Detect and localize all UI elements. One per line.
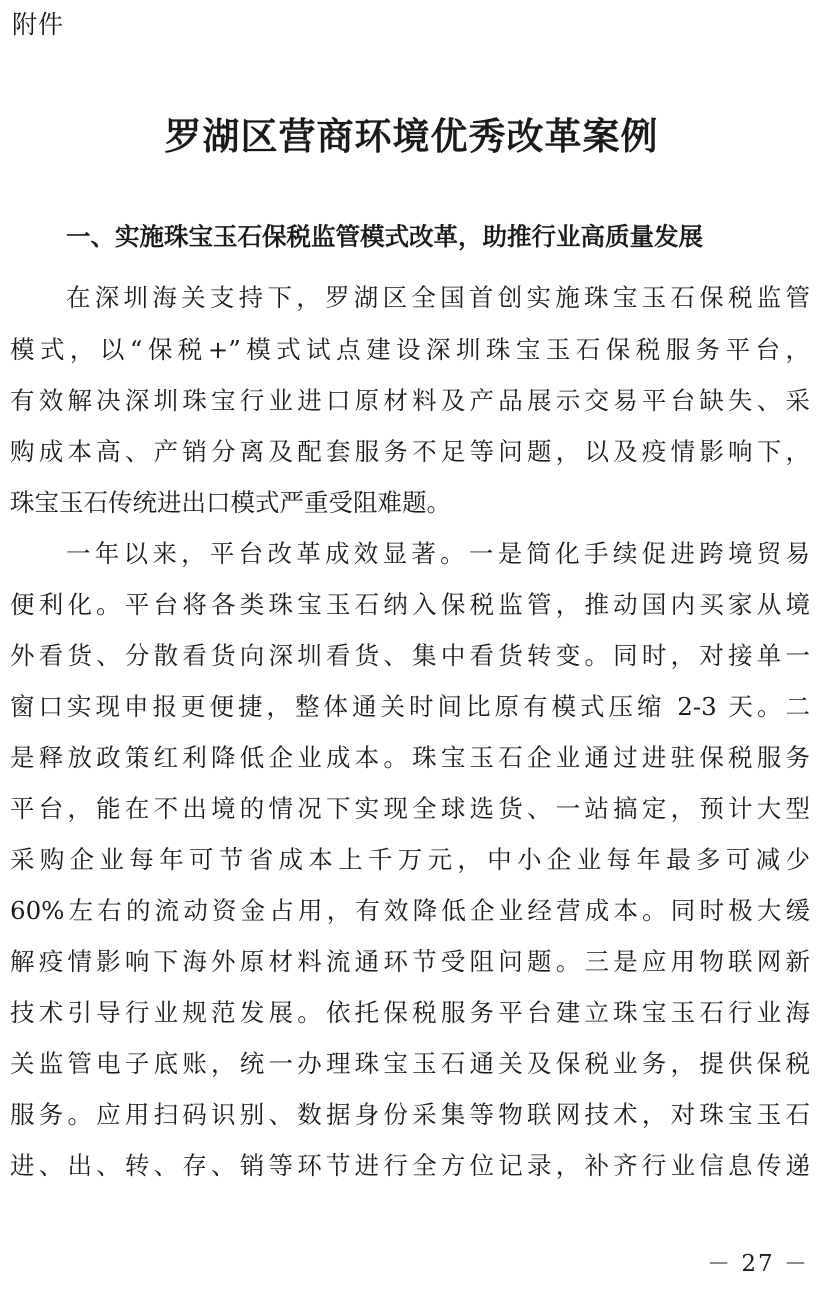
paragraph-line: 采购企业每年可节省成本上千万元，中小企业每年最多可减少 <box>10 845 810 874</box>
paragraph-line: 外看货、分散看货向深圳看货、集中看货转变。同时，对接单一 <box>10 641 810 670</box>
paragraph-line: 模式，以“保税+”模式试点建设深圳珠宝玉石保税服务平台， <box>10 335 810 364</box>
document-title: 罗湖区营商环境优秀改革案例 <box>164 114 659 158</box>
paragraph-line: 在深圳海关支持下，罗湖区全国首创实施珠宝玉石保税监管 <box>66 283 810 312</box>
paragraph-line: 是释放政策红利降低企业成本。珠宝玉石企业通过进驻保税服务 <box>10 743 810 772</box>
paragraph-line: 有效解决深圳珠宝行业进口原材料及产品展示交易平台缺失、采 <box>10 386 810 415</box>
paragraph-line: 进、出、转、存、销等环节进行全方位记录，补齐行业信息传递 <box>10 1151 810 1180</box>
paragraph-line: 窗口实现申报更便捷，整体通关时间比原有模式压缩 2-3 天。二 <box>10 692 810 721</box>
paragraph-line: 60%左右的流动资金占用，有效降低企业经营成本。同时极大缓 <box>10 896 810 925</box>
paragraph-line: 技术引导行业规范发展。依托保税服务平台建立珠宝玉石行业海 <box>10 998 810 1027</box>
section-heading: 一、实施珠宝玉石保税监管模式改革，助推行业高质量发展 <box>66 222 703 251</box>
paragraph-line: 服务。应用扫码识别、数据身份采集等物联网技术，对珠宝玉石 <box>10 1100 810 1129</box>
paragraph-line: 珠宝玉石传统进出口模式严重受阻难题。 <box>10 488 451 517</box>
paragraph-line: 解疫情影响下海外原材料流通环节受阻问题。三是应用物联网新 <box>10 947 810 976</box>
paragraph-line: 平台，能在不出境的情况下实现全球选货、一站搞定，预计大型 <box>10 794 810 823</box>
page-number: － 27 － <box>707 1251 809 1277</box>
paragraph-line: 关监管电子底账，统一办理珠宝玉石通关及保税业务，提供保税 <box>10 1049 810 1078</box>
attachment-label: 附件 <box>12 10 65 39</box>
paragraph-line: 便利化。平台将各类珠宝玉石纳入保税监管，推动国内买家从境 <box>10 590 810 619</box>
paragraph-line: 购成本高、产销分离及配套服务不足等问题，以及疫情影响下， <box>10 437 810 466</box>
paragraph-line: 一年以来，平台改革成效显著。一是简化手续促进跨境贸易 <box>66 539 810 568</box>
